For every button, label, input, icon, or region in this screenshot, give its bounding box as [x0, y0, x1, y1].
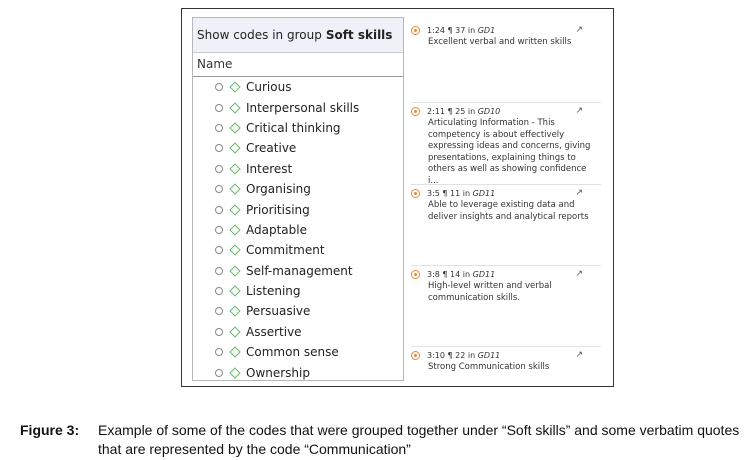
quotation-item[interactable] [411, 187, 601, 223]
quotation-divider [411, 346, 601, 347]
code-label: Curious [246, 80, 292, 95]
radio-icon[interactable] [215, 307, 223, 315]
code-label: Adaptable [246, 222, 307, 237]
quotation-ref: 3:8 ¶ 14 in GD11 [427, 269, 496, 279]
code-item[interactable] [193, 138, 403, 158]
open-arrow-icon[interactable]: ↗ [575, 106, 583, 116]
quotation-target-icon [411, 351, 420, 360]
radio-icon[interactable] [215, 348, 223, 356]
quotation-item[interactable] [411, 268, 601, 304]
code-group-panel [192, 17, 404, 381]
diamond-code-icon [229, 245, 240, 256]
diamond-code-icon [229, 367, 240, 378]
group-name: Soft skills [325, 28, 393, 42]
radio-icon[interactable] [215, 165, 223, 173]
diamond-code-icon [229, 204, 240, 215]
diamond-code-icon [229, 285, 240, 296]
code-label: Ownership [246, 365, 310, 380]
code-item[interactable] [193, 281, 403, 301]
code-item[interactable] [193, 342, 403, 362]
radio-icon[interactable] [215, 246, 223, 254]
code-item[interactable] [193, 97, 403, 117]
quotation-ref: 3:5 ¶ 11 in GD11 [427, 188, 496, 198]
code-item[interactable] [193, 301, 403, 321]
quotation-target-icon [411, 26, 420, 35]
radio-icon[interactable] [215, 124, 223, 132]
diamond-code-icon [229, 122, 240, 133]
screenshot-frame [181, 8, 614, 387]
radio-icon[interactable] [215, 185, 223, 193]
figure-label: Figure 3: [20, 422, 80, 438]
code-item[interactable] [193, 118, 403, 138]
radio-icon[interactable] [215, 83, 223, 91]
code-label: Common sense [246, 345, 339, 360]
quotation-text: High-level written and verbal communication skills. [428, 281, 552, 303]
code-item[interactable] [193, 159, 403, 179]
radio-icon[interactable] [215, 206, 223, 214]
quotation-target-icon [411, 270, 420, 279]
code-item[interactable] [193, 179, 403, 199]
diamond-code-icon [229, 306, 240, 317]
code-label: Persuasive [246, 304, 311, 319]
diamond-code-icon [229, 163, 240, 174]
code-item[interactable] [193, 322, 403, 342]
code-label: Organising [246, 182, 311, 197]
diamond-code-icon [229, 326, 240, 337]
name-column-header[interactable]: Name [193, 53, 403, 77]
group-header-prefix: Show codes in group [197, 28, 322, 42]
quotation-text: Strong Communication skills [428, 362, 550, 372]
open-arrow-icon[interactable]: ↗ [575, 269, 583, 279]
radio-icon[interactable] [215, 144, 223, 152]
diamond-code-icon [229, 183, 240, 194]
code-item[interactable] [193, 199, 403, 219]
radio-icon[interactable] [215, 287, 223, 295]
radio-icon[interactable] [215, 104, 223, 112]
code-item[interactable] [193, 220, 403, 240]
open-arrow-icon[interactable]: ↗ [575, 350, 583, 360]
code-list [193, 77, 403, 383]
radio-icon[interactable] [215, 226, 223, 234]
code-label: Self-management [246, 263, 353, 278]
group-header[interactable] [193, 18, 403, 53]
quotation-target-icon [411, 107, 420, 116]
code-item[interactable] [193, 77, 403, 97]
quotation-ref: 3:10 ¶ 22 in GD11 [427, 350, 501, 360]
code-label: Commitment [246, 243, 325, 258]
quotation-item[interactable] [411, 349, 601, 374]
open-arrow-icon[interactable]: ↗ [575, 188, 583, 198]
quotation-item[interactable] [411, 24, 601, 49]
quotation-divider [411, 265, 601, 266]
quotation-divider [411, 184, 601, 185]
figure-caption [20, 421, 745, 459]
diamond-code-icon [229, 347, 240, 358]
radio-icon[interactable] [215, 369, 223, 377]
code-item[interactable] [193, 362, 403, 382]
diamond-code-icon [229, 265, 240, 276]
code-item[interactable] [193, 240, 403, 260]
code-item[interactable] [193, 261, 403, 281]
code-label: Listening [246, 284, 301, 299]
quotation-ref: 2:11 ¶ 25 in GD10 [427, 106, 501, 116]
code-label: Interest [246, 161, 293, 176]
quotation-target-icon [411, 189, 420, 198]
radio-icon[interactable] [215, 267, 223, 275]
code-label: Assertive [246, 324, 302, 339]
quotation-text: Excellent verbal and written skills [428, 37, 572, 47]
figure-caption-text: Example of some of the codes that were grouped together under “Soft skills” and some verbatim quotes that are represented by the code “Communication” [98, 422, 740, 457]
diamond-code-icon [229, 143, 240, 154]
code-label: Interpersonal skills [246, 100, 360, 115]
open-arrow-icon[interactable]: ↗ [575, 25, 583, 35]
quotation-text: Able to leverage existing data and deliver insights and analytical reports [428, 200, 589, 222]
code-label: Creative [246, 141, 297, 156]
code-label: Prioritising [246, 202, 310, 217]
diamond-code-icon [229, 82, 240, 93]
quotation-item[interactable] [411, 105, 601, 187]
quotation-doc: GD11 [477, 350, 501, 360]
quotation-ref: 1:24 ¶ 37 in GD1 [427, 25, 496, 35]
quotation-doc: GD11 [472, 269, 496, 279]
radio-icon[interactable] [215, 328, 223, 336]
quotation-doc: GD10 [477, 106, 501, 116]
quotation-text: Articulating Information - This competency is about effectively expressing ideas and concerns, giving presentations, explaining things to others as well as showing confidence i... [428, 118, 591, 186]
quotation-doc: GD11 [472, 188, 496, 198]
quotation-doc: GD1 [477, 25, 496, 35]
diamond-code-icon [229, 102, 240, 113]
diamond-code-icon [229, 224, 240, 235]
quotation-divider [411, 102, 601, 103]
code-label: Critical thinking [246, 120, 341, 135]
